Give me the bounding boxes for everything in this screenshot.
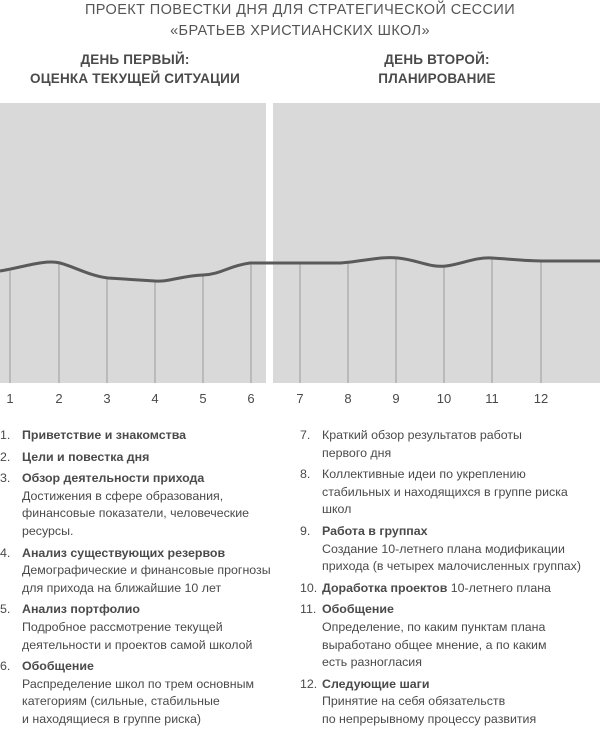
agenda-item-text: прихода (в четырех малочисленных группах) (322, 559, 581, 574)
marker-label-8: 8 (344, 391, 352, 406)
agenda-item-text: Распределение школ по трем основным (22, 676, 255, 691)
agenda-item-title: Обзор деятельности прихода (22, 471, 205, 486)
agenda-item-text: по непрерывному процессу развития (322, 711, 537, 726)
day-one-subtitle: ОЦЕНКА ТЕКУЩЕЙ СИТУАЦИИ (30, 71, 240, 86)
agenda-item-title: Приветствие и знакомства (22, 428, 187, 442)
agenda-item (300, 580, 600, 598)
agenda-item-text: Создание 10-летнего плана модификации (322, 541, 565, 556)
marker-label-2: 2 (55, 391, 63, 406)
agenda-item-text: Принятие на себя обязательств (322, 694, 506, 709)
agenda-item-text: первого дня (322, 445, 392, 460)
agenda-item-text: Определение, по каким пунктам плана (322, 619, 546, 634)
agenda-item-number: 6. (0, 659, 11, 674)
agenda-item-title: Доработка проектов (322, 580, 448, 595)
agenda-item-text: есть разногласия (322, 655, 422, 670)
agenda-item-text: Демографические и финансовые прогнозы (22, 563, 271, 578)
agenda-item-text: для прихода на ближайшие 10 лет (22, 580, 222, 595)
agenda-item (300, 676, 600, 729)
agenda-item-title: Цели и повестка дня (22, 449, 150, 464)
agenda-item (300, 523, 600, 576)
marker-label-9: 9 (392, 391, 400, 406)
agenda-item (0, 545, 292, 598)
marker-label-1: 1 (6, 391, 14, 406)
agenda-item-text: финансовые показатели, человеческие (22, 506, 250, 521)
marker-label-3: 3 (103, 391, 111, 406)
agenda-item-title-suffix: 10-летнего плана (447, 580, 551, 595)
agenda-item (300, 466, 600, 519)
agenda-item-title: Следующие шаги (322, 676, 430, 691)
agenda-item-title: Работа в группах (322, 523, 428, 538)
agenda-item-text: выработано общее мнение, а по каким (322, 637, 547, 652)
agenda-item-title: Обобщение (322, 602, 394, 617)
marker-label-6: 6 (247, 391, 255, 406)
title-line-2: «БРАТЬЕВ ХРИСТИАНСКИХ ШКОЛ» (170, 23, 430, 39)
agenda-item (0, 658, 292, 728)
agenda-item-number: 9. (300, 523, 311, 538)
agenda-item (300, 601, 600, 671)
agenda-item-number: 11. (300, 602, 317, 617)
day-one-label: ДЕНЬ ПЕРВЫЙ: (80, 52, 190, 67)
agenda-item-title: Обобщение (22, 659, 94, 674)
marker-label-11: 11 (485, 391, 499, 406)
title-line-1: ПРОЕКТ ПОВЕСТКИ ДНЯ ДЛЯ СТРАТЕГИЧЕСКОЙ СЕССИИ (84, 2, 516, 18)
agenda-item-number: 10. (300, 580, 318, 595)
day-two-panel (273, 103, 600, 383)
agenda-item-title: Анализ существующих резервов (22, 545, 226, 560)
agenda-item-number: 7. (300, 428, 311, 442)
marker-labels (6, 391, 548, 406)
agenda-day-one (0, 427, 292, 733)
agenda-item-number: 8. (300, 467, 311, 482)
day-two-subtitle: ПЛАНИРОВАНИЕ (378, 71, 496, 86)
marker-label-10: 10 (436, 391, 452, 406)
agenda-item-text: стабильных и находящихся в группе риска (322, 484, 568, 499)
agenda-item (0, 601, 292, 654)
agenda-item-text: деятельности и проектов самой школой (22, 637, 253, 652)
agenda-item-number: 3. (0, 471, 11, 486)
marker-label-5: 5 (199, 391, 207, 406)
agenda-item-number: 1. (0, 428, 11, 442)
agenda-item-text: Подробное рассмотрение текущей (22, 619, 223, 634)
agenda-item-text: школ (322, 502, 352, 517)
agenda-item-number: 4. (0, 545, 11, 560)
agenda-item-number: 2. (0, 449, 11, 464)
agenda-item-text: Краткий обзор результатов работы (322, 428, 522, 442)
agenda-item (0, 470, 292, 540)
agenda-item-text: и находящиеся в группе риска) (22, 711, 202, 726)
agenda-day-two (300, 427, 600, 733)
agenda-item (300, 427, 600, 462)
agenda-item (0, 427, 292, 445)
marker-label-12: 12 (533, 391, 549, 406)
day-one-panel (0, 103, 266, 383)
agenda-item-number: 12. (300, 676, 318, 691)
agenda-item-text: категориям (сильные, стабильные (22, 694, 220, 709)
agenda-item-text: Достижения в сфере образования, (22, 488, 224, 503)
agenda-item-number: 5. (0, 602, 11, 617)
marker-label-4: 4 (151, 391, 159, 406)
agenda-item (0, 449, 292, 467)
agenda-item-text: ресурсы. (22, 523, 74, 538)
marker-label-7: 7 (296, 391, 304, 406)
agenda-item-title: Анализ портфолио (22, 602, 140, 617)
agenda-item-text: Коллективные идеи по укреплению (322, 467, 526, 482)
day-two-label: ДЕНЬ ВТОРОЙ: (384, 52, 490, 67)
